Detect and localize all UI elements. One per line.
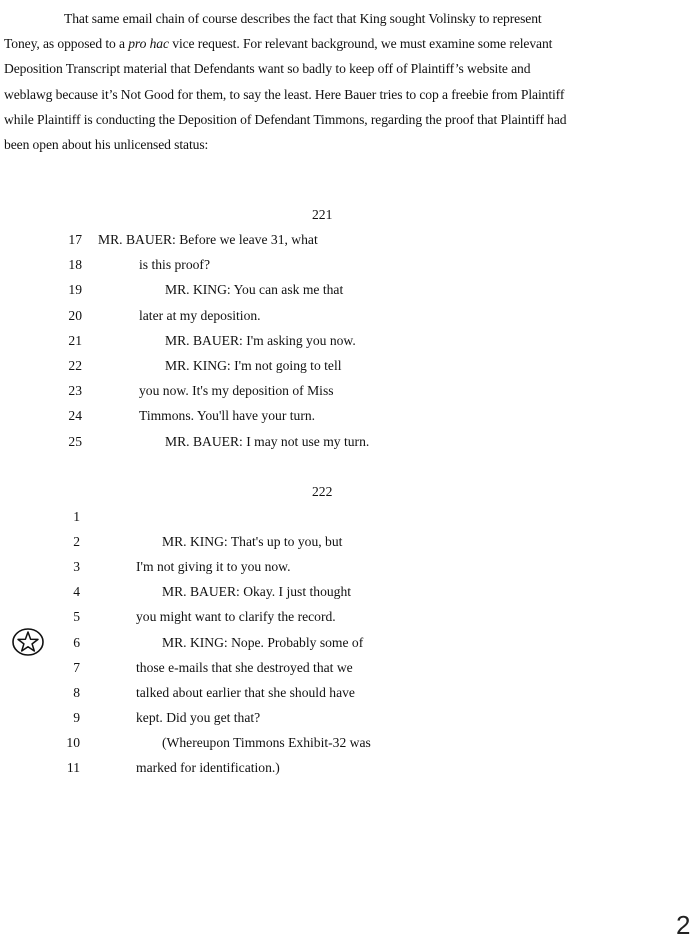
transcript-line-number: 8 [73, 684, 80, 700]
page-corner-number: 2 [676, 910, 691, 940]
transcript-line-text: MR. KING: You can ask me that [165, 282, 344, 298]
transcript-line-number: 21 [68, 332, 82, 348]
transcript-line-text: talked about earlier that she should have [136, 684, 355, 700]
transcript-line-text: is this proof? [139, 257, 210, 273]
transcript-line-number: 22 [68, 358, 82, 373]
transcript-line-number: 4 [73, 584, 80, 600]
transcript-page-number-222: 222 [312, 484, 333, 499]
transcript-line-text: later at my deposition. [139, 307, 261, 323]
transcript-line-number: 23 [68, 383, 82, 399]
transcript-line-text: MR. BAUER: Before we leave 31, what [98, 232, 318, 247]
paragraph-line: been open about his unlicensed status: [4, 137, 209, 153]
transcript-line-text: MR. KING: I'm not going to tell [165, 358, 342, 373]
paragraph-line: Toney, as opposed to a pro hac vice request. For relevant background, we must examine some relevant [4, 36, 553, 52]
transcript-line-number: 25 [68, 433, 82, 449]
transcript-line-number: 9 [73, 709, 80, 725]
paragraph-line: weblawg because it’s Not Good for them, to say the least. Here Bauer tries to cop a freebie from Plaintiff [4, 86, 565, 102]
transcript-line-text: you might want to clarify the record. [136, 609, 336, 625]
transcript-line-text: MR. KING: Nope. Probably some of [162, 634, 364, 650]
transcript-line-number: 17 [68, 232, 82, 247]
transcript-line-text: MR. BAUER: I'm asking you now. [165, 332, 356, 348]
transcript-line-number: 24 [68, 408, 82, 424]
body-paragraph [4, 6, 694, 157]
transcript-line-text: (Whereupon Timmons Exhibit-32 was [162, 734, 371, 750]
circled-star-stamp-icon [11, 627, 45, 657]
paragraph-line: while Plaintiff is conducting the Deposition of Defendant Timmons, regarding the proof that Plaintiff had [4, 111, 567, 127]
transcript-line-number: 19 [68, 282, 82, 298]
transcript-line-text: you now. It's my deposition of Miss [139, 383, 334, 399]
transcript-line-number: 5 [73, 609, 80, 625]
paragraph-line: Deposition Transcript material that Defendants want so badly to keep off of Plaintiff’s website and [4, 61, 531, 77]
transcript-line-text: MR. BAUER: I may not use my turn. [165, 433, 370, 449]
transcript-line-text: MR. KING: That's up to you, but [162, 534, 343, 550]
transcript-page-number-221: 221 [312, 207, 333, 222]
transcript-line-text: marked for identification.) [136, 760, 280, 775]
transcript-line-text: MR. BAUER: Okay. I just thought [162, 584, 352, 600]
transcript-line-number: 3 [73, 559, 80, 575]
paragraph-line: That same email chain of course describes the fact that King sought Volinsky to represent [64, 11, 542, 26]
transcript-line-number: 20 [68, 307, 82, 323]
transcript-line-text: I'm not giving it to you now. [136, 559, 291, 575]
transcript-line-text: those e-mails that she destroyed that we [136, 659, 353, 675]
transcript-line-number: 7 [73, 659, 80, 675]
transcript-line-text: kept. Did you get that? [136, 709, 261, 725]
transcript-line-number: 2 [73, 534, 80, 550]
transcript-line-number: 1 [73, 509, 80, 524]
transcript-line-text: Timmons. You'll have your turn. [139, 408, 316, 424]
transcript-line-number: 18 [68, 257, 82, 273]
transcript-line-number: 11 [66, 760, 80, 775]
transcript-line-number: 6 [73, 634, 80, 650]
transcript-line-number: 10 [66, 734, 80, 750]
